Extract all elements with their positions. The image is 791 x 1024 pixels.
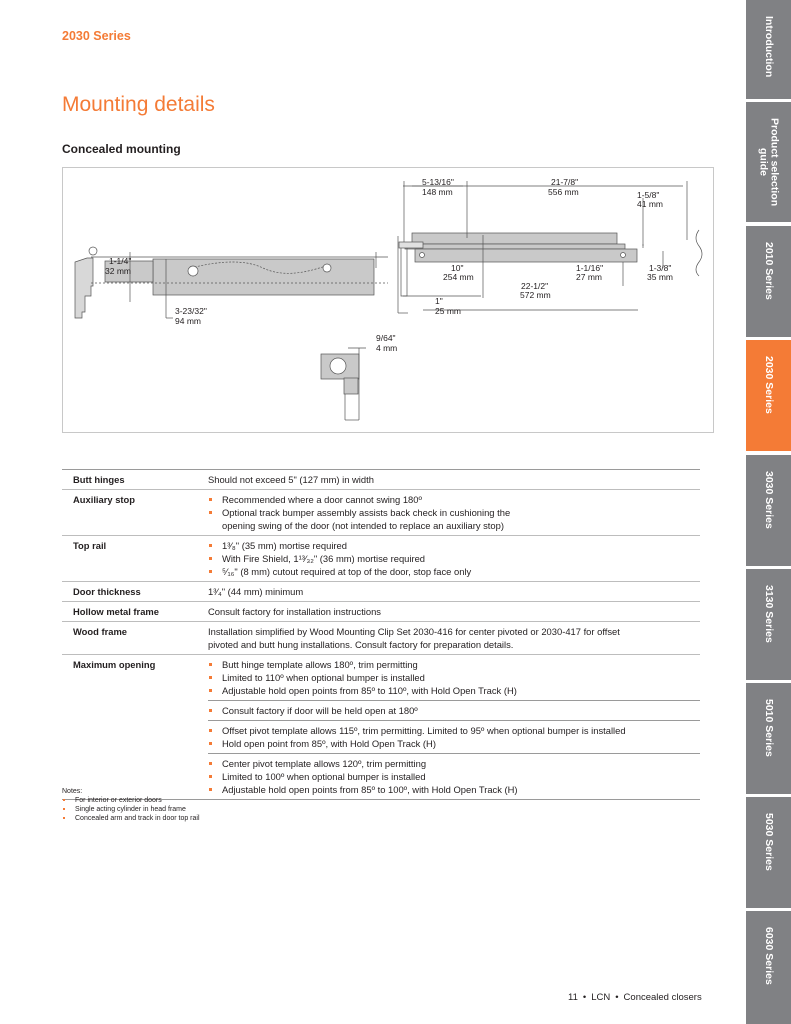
bullet-item: Butt hinge template allows 180º, trim permitting xyxy=(208,658,700,671)
dim-4-in: 5-13/16" xyxy=(422,177,454,187)
bullet-item: Limited to 110º when optional bumper is installed xyxy=(208,671,700,684)
page-footer xyxy=(568,992,702,1003)
diagram-svg xyxy=(63,168,715,434)
mounting-diagram xyxy=(62,167,714,433)
dim-11-in: 1" xyxy=(435,296,443,306)
table-row xyxy=(62,536,700,582)
separator: • xyxy=(615,992,619,1003)
bullet-item: Limited to 100º when optional bumper is installed xyxy=(208,770,700,783)
side-tab-3030-series[interactable]: 3030 Series xyxy=(746,455,791,566)
side-tab-introduction[interactable]: Introduction xyxy=(746,0,791,99)
bullet-item: With Fire Shield, 1¹³⁄₃₂" (36 mm) mortise required xyxy=(208,552,700,565)
row-label: Wood frame xyxy=(73,626,127,637)
row-value: Consult factory for installation instructions xyxy=(208,606,381,617)
dim-3-in: 9/64" xyxy=(376,333,396,343)
row-label: Top rail xyxy=(73,540,107,551)
bullet-item: Center pivot template allows 120º, trim permitting xyxy=(208,757,700,770)
dim-5-mm: 556 mm xyxy=(548,187,579,197)
table-row xyxy=(62,470,700,490)
note-item: For interior or exterior doors xyxy=(62,796,200,805)
table-row xyxy=(62,582,700,602)
brand-name: LCN xyxy=(591,992,611,1003)
bullet-item: Recommended where a door cannot swing 180º xyxy=(208,493,700,506)
dim-1-mm: 32 mm xyxy=(105,266,131,276)
bullet-item: Adjustable hold open points from 85º to 100º, with Hold Open Track (H) xyxy=(208,783,700,796)
dim-9-in: 1-3/8" xyxy=(649,263,672,273)
notes-heading: Notes: xyxy=(62,788,83,795)
bullet-item: Adjustable hold open points from 85º to 110º, with Hold Open Track (H) xyxy=(208,684,700,697)
table-row xyxy=(62,655,700,800)
row-label: Maximum opening xyxy=(73,659,156,670)
series-label: 2030 Series xyxy=(62,29,131,43)
bullet-item: Consult factory if door will be held open at 180º xyxy=(208,704,700,717)
dim-10-in: 22-1/2" xyxy=(521,281,549,291)
dim-9-mm: 35 mm xyxy=(647,272,673,282)
dim-8-in: 1-1/16" xyxy=(576,263,604,273)
bullet-item: 1³⁄₈" (35 mm) mortise required xyxy=(208,539,700,552)
side-tab-2010-series[interactable]: 2010 Series xyxy=(746,226,791,337)
specifications-table xyxy=(62,469,700,800)
row-value: 1³⁄₄" (44 mm) minimum xyxy=(208,586,304,597)
dim-2-mm: 94 mm xyxy=(175,316,201,326)
dim-8-mm: 27 mm xyxy=(576,272,602,282)
dim-1-in: 1-1/4" xyxy=(109,256,132,266)
page-title: Mounting details xyxy=(62,93,215,116)
dim-7-mm: 254 mm xyxy=(443,272,474,282)
table-row xyxy=(62,490,700,536)
dim-3-mm: 4 mm xyxy=(376,343,398,353)
page-number: 11 xyxy=(568,992,578,1003)
notes xyxy=(62,787,200,823)
dim-6-mm: 41 mm xyxy=(637,199,663,209)
dim-2-in: 3-23/32" xyxy=(175,306,207,316)
bullet-item: Offset pivot template allows 115º, trim permitting. Limited to 95º when optional bumper is installed xyxy=(208,724,700,737)
table-row xyxy=(62,602,700,622)
row-value: Installation simplified by Wood Mounting Clip Set 2030-416 for center pivoted or 2030-417 for offset pivoted and butt hung installations. Consult factory for preparation details. xyxy=(208,626,620,650)
dim-6-in: 1-5/8" xyxy=(637,190,660,200)
side-tab-2030-series[interactable]: 2030 Series xyxy=(746,340,791,451)
side-tab-nav xyxy=(746,0,791,1024)
note-item: Single acting cylinder in head frame xyxy=(62,805,200,814)
dim-7-in: 10" xyxy=(451,263,464,273)
row-label: Hollow metal frame xyxy=(73,606,159,617)
dim-4-mm: 148 mm xyxy=(422,187,453,197)
bullet-item: Optional track bumper assembly assists back check in cushioning the opening swing of the door (not intended to replace an auxiliary stop) xyxy=(208,506,538,532)
row-label: Butt hinges xyxy=(73,474,125,485)
row-value: Should not exceed 5" (127 mm) in width xyxy=(208,474,374,485)
bullet-item: ⁵⁄₁₆" (8 mm) cutout required at top of the door, stop face only xyxy=(208,565,700,578)
separator: • xyxy=(582,992,587,1003)
bullet-item: Hold open point from 85º, with Hold Open Track (H) xyxy=(208,737,700,750)
row-label: Door thickness xyxy=(73,586,141,597)
row-label: Auxiliary stop xyxy=(73,494,135,505)
dim-11-mm: 25 mm xyxy=(435,306,461,316)
note-item: Concealed arm and track in door top rail xyxy=(62,814,200,823)
side-tab-3130-series[interactable]: 3130 Series xyxy=(746,569,791,680)
section-name: Concealed closers xyxy=(623,992,702,1003)
dim-10-mm: 572 mm xyxy=(520,290,551,300)
table-row xyxy=(62,622,700,655)
dim-5-in: 21-7/8" xyxy=(551,177,579,187)
section-title: Concealed mounting xyxy=(62,142,181,156)
side-tab-6030-series[interactable]: 6030 Series xyxy=(746,911,791,1024)
side-tab-5010-series[interactable]: 5010 Series xyxy=(746,683,791,794)
side-tab-product-selection-guide[interactable]: Product selection guide xyxy=(746,102,791,222)
side-tab-5030-series[interactable]: 5030 Series xyxy=(746,797,791,908)
